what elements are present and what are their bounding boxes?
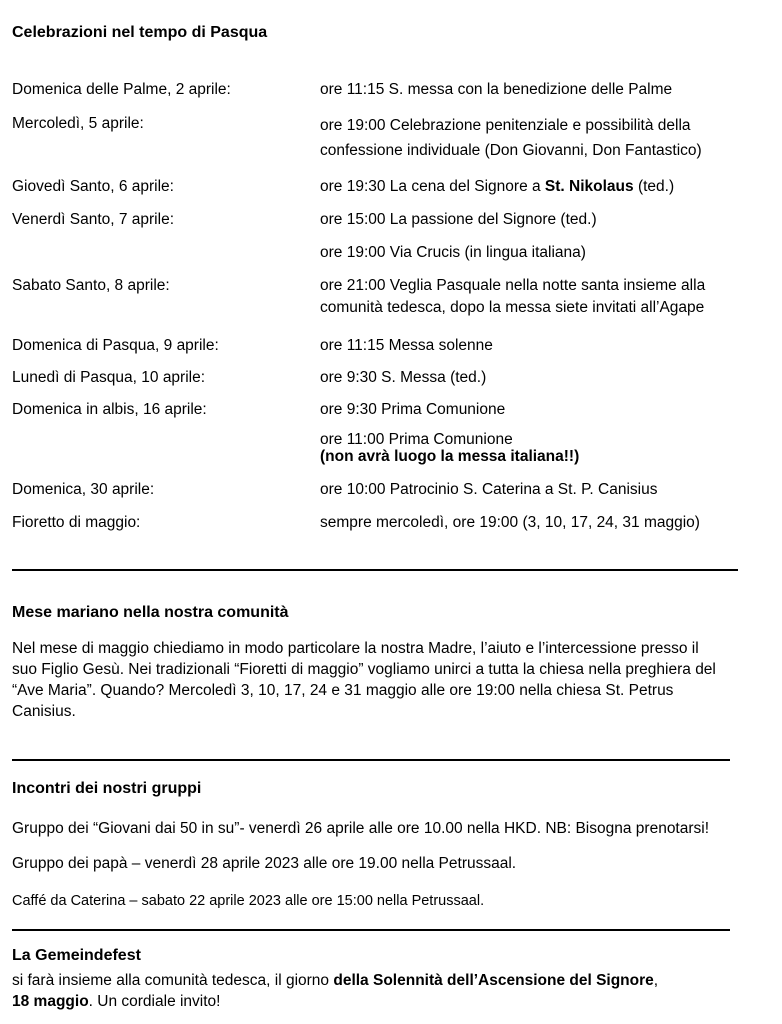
schedule-line xyxy=(320,176,760,198)
section-divider xyxy=(12,759,730,761)
schedule-line: ore 11:00 Prima Comunione xyxy=(320,431,513,448)
schedule-desc xyxy=(320,242,760,264)
schedule-line: sempre mercoledì, ore 19:00 (3, 10, 17, 24, 31 maggio) xyxy=(320,514,700,531)
schedule-desc xyxy=(320,512,760,534)
schedule-desc xyxy=(320,209,760,231)
schedule-text: ore 19:30 La cena del Signore a xyxy=(320,178,545,195)
schedule-day: Domenica di Pasqua, 9 aprile: xyxy=(12,337,219,354)
schedule-desc xyxy=(320,113,760,163)
group-item: Caffé da Caterina – sabato 22 aprile 2023 alle ore 15:00 nella Petrussaal. xyxy=(12,893,485,909)
schedule-day: Fioretto di maggio: xyxy=(12,514,141,531)
marian-paragraph xyxy=(12,638,776,722)
schedule-desc xyxy=(320,79,760,101)
schedule-desc xyxy=(320,399,760,421)
paragraph-line xyxy=(12,991,776,1012)
schedule-day: Sabato Santo, 8 aprile: xyxy=(12,277,170,294)
schedule-line: ore 10:00 Patrocinio S. Caterina a St. P. Canisius xyxy=(320,481,658,498)
schedule-line: confessione individuale (Don Giovanni, Don Fantastico) xyxy=(320,142,702,159)
fest-date: 18 maggio xyxy=(12,993,89,1010)
schedule-text: (ted.) xyxy=(633,178,675,195)
schedule-day: Giovedì Santo, 6 aprile: xyxy=(12,178,174,195)
schedule-day: Venerdì Santo, 7 aprile: xyxy=(12,211,175,228)
schedule-desc xyxy=(320,275,760,319)
schedule-line: ore 19:00 Celebrazione penitenziale e possibilità della xyxy=(320,117,691,134)
fest-text: , xyxy=(653,972,659,989)
fest-highlight: della Solennità dell’Ascensione del Signore xyxy=(333,972,654,989)
schedule-desc xyxy=(320,176,760,198)
paragraph-line: “Ave Maria”. Quando? Mercoledì 3, 10, 17, 24 e 31 maggio alle ore 19:00 nella chiesa St. Petrus xyxy=(12,682,674,699)
schedule-line: ore 15:00 La passione del Signore (ted.) xyxy=(320,211,597,228)
schedule-desc xyxy=(320,479,760,501)
schedule-line: ore 19:00 Via Crucis (in lingua italiana) xyxy=(320,244,586,261)
schedule-day: Domenica delle Palme, 2 aprile: xyxy=(12,81,231,98)
group-item: Gruppo dei papà – venerdì 28 aprile 2023 alle ore 19.00 nella Petrussaal. xyxy=(12,855,517,872)
church-name: St. Nikolaus xyxy=(544,178,634,195)
schedule-line: ore 9:30 Prima Comunione xyxy=(320,401,506,418)
schedule-line: ore 9:30 S. Messa (ted.) xyxy=(320,369,487,386)
schedule-desc xyxy=(320,431,760,465)
paragraph-line: suo Figlio Gesù. Nei tradizionali “Fioretti di maggio” vogliamo unirci a tutta la chiesa nella preghiera del xyxy=(12,661,716,678)
schedule-day: Mercoledì, 5 aprile: xyxy=(12,115,144,132)
marian-title: Mese mariano nella nostra comunità xyxy=(12,604,289,621)
group-item: Gruppo dei “Giovani dai 50 in su”- venerdì 26 aprile alle ore 10.00 nella HKD. NB: Bisogna prenotarsi! xyxy=(12,820,710,837)
fest-text: . Un cordiale invito! xyxy=(88,993,221,1010)
schedule-desc xyxy=(320,335,760,357)
paragraph-line: Canisius. xyxy=(12,703,76,720)
groups-title: Incontri dei nostri gruppi xyxy=(12,780,202,797)
easter-title: Celebrazioni nel tempo di Pasqua xyxy=(12,24,268,41)
section-divider xyxy=(12,929,730,931)
schedule-line: ore 21:00 Veglia Pasquale nella notte santa insieme alla xyxy=(320,277,706,294)
schedule-line: ore 11:15 Messa solenne xyxy=(320,337,493,354)
paragraph-line: Nel mese di maggio chiediamo in modo particolare la nostra Madre, l’aiuto e l’intercessione presso il xyxy=(12,640,699,657)
section-divider xyxy=(12,569,738,571)
schedule-line: ore 11:15 S. messa con la benedizione delle Palme xyxy=(320,81,673,98)
schedule-desc xyxy=(320,367,760,389)
schedule-line: comunità tedesca, dopo la messa siete invitati all’Agape xyxy=(320,299,705,316)
schedule-note: (non avrà luogo la messa italiana!!) xyxy=(320,448,580,465)
schedule-day: Domenica in albis, 16 aprile: xyxy=(12,401,207,418)
schedule-day: Domenica, 30 aprile: xyxy=(12,481,155,498)
fest-text: si farà insieme alla comunità tedesca, il giorno xyxy=(12,972,334,989)
fest-paragraph xyxy=(12,970,776,1012)
fest-title: La Gemeindefest xyxy=(12,947,141,964)
schedule-day: Lunedì di Pasqua, 10 aprile: xyxy=(12,369,206,386)
paragraph-line xyxy=(12,970,776,991)
